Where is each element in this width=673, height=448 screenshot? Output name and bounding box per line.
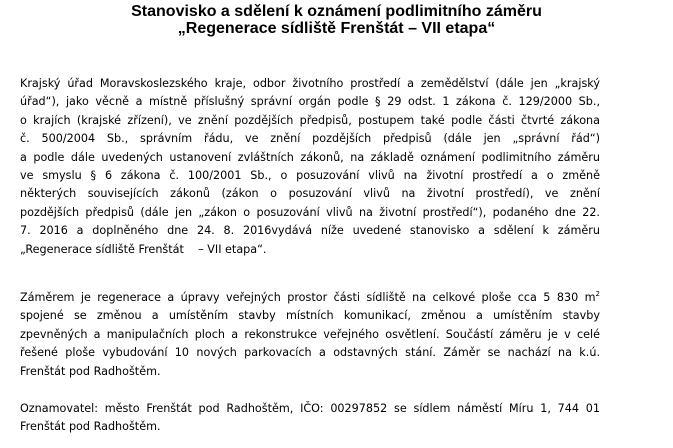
paragraph-line: Frenštát pod Radhoštěm.: [20, 364, 161, 378]
document-title: Stanovisko a sdělení k oznámení podlimitního záměru: [131, 3, 542, 20]
paragraph-line: úřad“), jako věcně a místně příslušný správní orgán podle § 29 odst. 1 zákona č. 129/2000 Sb.,: [20, 95, 600, 109]
intro-paragraph: [20, 75, 600, 259]
paragraph-line: o krajích (krajské zřízení), ve znění pozdějších předpisů, postupem také podle části čtvrté zákona: [20, 113, 600, 127]
paragraph-line: a podle dále uvedených ustanovení zvláštních zákonů, na základě oznámení podlimitního záměru: [20, 150, 600, 164]
area-text: Záměrem je regenerace a úpravy veřejných prostor části sídliště na celkové ploše cca 5 830 m: [20, 291, 596, 304]
paragraph-line: ve smyslu § 6 zákona č. 100/2001 Sb., o posuzování vlivů na životní prostředí a o změně: [20, 168, 600, 182]
paragraph-line: Frenštát pod Radhoštěm.: [20, 420, 161, 434]
paragraph-line: zpevněných a manipulačních ploch a rekonstrukce veřejného osvětlení. Součástí záměru je v celé: [20, 327, 600, 341]
area-unit-superscript: 2: [595, 290, 600, 298]
paragraph-line: pozdějších předpisů (dále jen „zákon o posuzování vlivů na životní prostředí“), podaného dne 22.: [20, 205, 600, 219]
paragraph-line: Oznamovatel: město Frenštát pod Radhoštěm, IČO: 00297852 se sídlem náměstí Míru 1, 744 01: [20, 402, 600, 415]
paragraph-line: 7. 2016 a doplněného dne 24. 8. 2016vydává níže uvedené stanovisko a sdělení k záměru: [20, 224, 600, 238]
notifier-paragraph: [20, 400, 600, 437]
paragraph-line: spojené se změnou a umístěním stavby místních komunikací, změnou a umístěním stavby: [20, 309, 600, 323]
project-name-title: „Regenerace sídliště Frenštát – VII etapa“: [177, 20, 496, 37]
paragraph-line: řešené ploše vybudování 10 nových parkovacích a odstavných stání. Záměr se nachází na k.ú.: [20, 346, 600, 360]
project-description-paragraph: [20, 289, 600, 381]
paragraph-line: [20, 289, 600, 307]
paragraph-line: některých souvisejících zákonů (zákon o posuzování vlivů na životní prostředí), ve znění: [20, 187, 600, 201]
paragraph-line: Krajský úřad Moravskoslezského kraje, odbor životního prostředí a zemědělství (dále jen „krajský: [20, 77, 600, 90]
paragraph-line: „Regenerace sídliště Frenštát – VII etapa“.: [20, 242, 267, 256]
paragraph-line: č. 500/2004 Sb., správním řádu, ve znění pozdějších předpisů (dále jen „správní řád“): [20, 132, 600, 146]
